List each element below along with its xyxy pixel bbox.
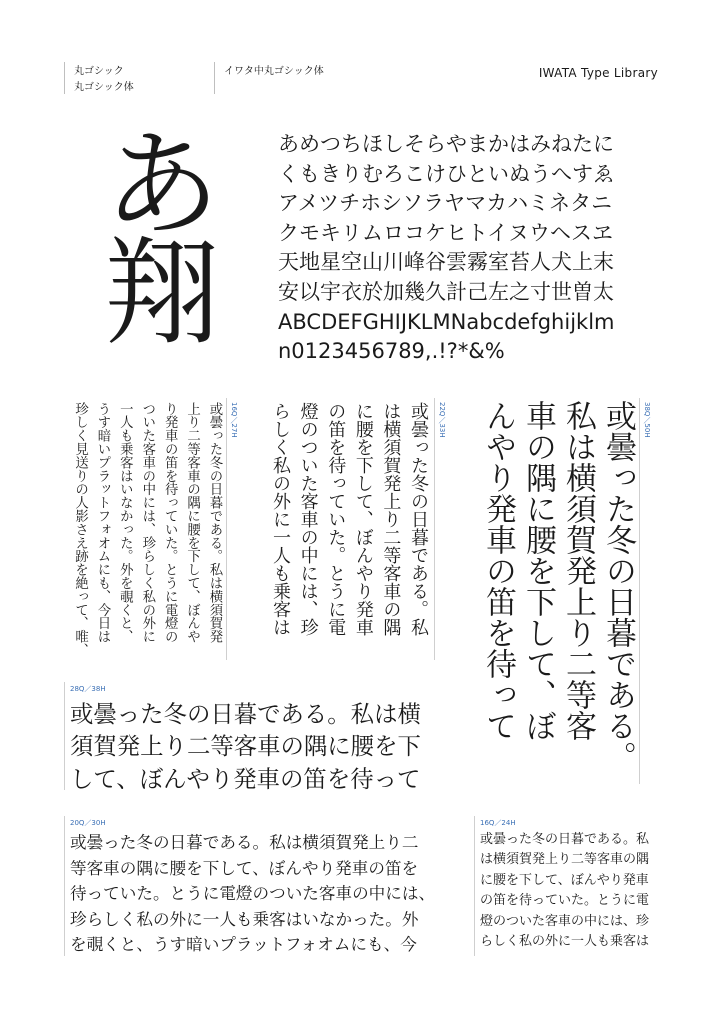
sample-16q-v-col: 一人も乗客はいなかった。外を覗くと、	[117, 402, 133, 644]
category-line-1: 丸ゴシック	[74, 66, 124, 77]
header-divider-middle	[214, 62, 215, 94]
sample-16q-h-line: 燈のついた客車の中には、珍	[480, 913, 650, 929]
specimen-line: くもきりむろこけひといぬうへすゑ	[278, 161, 614, 186]
sample-22q-rule	[434, 398, 435, 660]
brand-label: IWATA Type Library	[538, 66, 658, 80]
sample-28q-rule	[64, 682, 65, 790]
sample-22q-col: らしく私の外に一人も乗客は	[270, 402, 292, 636]
sample-16q-v-label: 16Q／27H	[230, 402, 238, 438]
showcase-glyph-kana: あ	[104, 118, 220, 253]
specimen-line: n0123456789,.!?*&%	[278, 339, 505, 364]
sample-22q-col: 燈のついた客車の中には、珍	[297, 402, 319, 636]
sample-22q-col: に腰を下して、ぼんやり発車	[352, 402, 374, 636]
sample-20q-text	[70, 830, 440, 958]
sample-38q-col: 私は横須賀発上り二等客	[560, 400, 596, 741]
category-line-2: 丸ゴシック体	[74, 82, 134, 93]
sample-20q-line: を覗くと、うす暗いプラットフォオムにも、今	[70, 935, 417, 955]
sample-16q-h-line: に腰を下して、ぼんやり発車	[480, 872, 649, 888]
sample-22q-col: の笛を待っていた。とうに電	[325, 402, 347, 636]
sample-16q-h-text	[480, 830, 660, 952]
sample-20q-label: 20Q／30H	[70, 819, 106, 827]
sample-38q-label: 38Q／50H	[643, 402, 651, 438]
sample-16q-h-line: 或曇った冬の日暮である。私	[480, 832, 650, 847]
sample-28q-label: 28Q／38H	[70, 685, 106, 693]
font-name: イワタ中丸ゴシック体	[224, 66, 324, 77]
sample-20q-line: 待っていた。とうに電燈のついた客車の中には、	[70, 884, 436, 904]
sample-28q-text	[70, 698, 438, 795]
sample-22q-col: 或曇った冬の日暮である。私	[408, 402, 429, 636]
sample-22q-col: は横須賀発上り二等客車の隅	[380, 402, 402, 636]
sample-20q-rule	[64, 816, 65, 956]
sample-22q-text	[264, 402, 432, 658]
specimen-line: 安以宇衣於加幾久計己左之寸世曽太	[278, 279, 614, 304]
showcase-glyph-kanji: 翔	[104, 226, 220, 361]
sample-38q-col: んやり発車の笛を待って	[480, 400, 516, 741]
sample-16q-v-col: 上り二等客車の隅に腰を下して、ぼんや	[184, 402, 200, 644]
sample-16q-h-line: らしく私の外に一人も乗客は	[480, 934, 650, 950]
sample-16q-v-col: り発車の笛を待っていた。とうに電燈の	[162, 402, 178, 644]
sample-28q-line: して、ぼんやり発車の笛を待って	[70, 764, 421, 793]
sample-38q-text	[478, 400, 638, 782]
specimen-line: あめつちほしそらやまかはみねたに	[278, 132, 614, 156]
sample-16q-h-label: 16Q／24H	[480, 819, 516, 827]
sample-16q-v-col: うす暗いプラットフォオムにも、今日は	[94, 402, 110, 644]
specimen-line: ABCDEFGHIJKLMNabcdefghijklm	[278, 309, 615, 334]
sample-16q-h-line: は横須賀発上り二等客車の隅	[480, 852, 650, 868]
sample-20q-line: 或曇った冬の日暮である。私は横須賀発上り二	[70, 833, 419, 852]
sample-16q-v-col: ついた客車の中には、珍らしく私の外に	[139, 402, 155, 644]
sample-16q-h-rule	[474, 816, 475, 956]
sample-38q-rule	[639, 398, 640, 784]
sample-16q-v-col: 或曇った冬の日暮である。私は横須賀発	[207, 402, 222, 644]
sample-28q-line: 或曇った冬の日暮である。私は横	[70, 700, 421, 728]
sample-20q-line: 等客車の隅に腰を下して、ぼんやり発車の笛を	[70, 858, 419, 878]
header-divider-left	[64, 62, 65, 94]
specimen-line: 天地星空山川峰谷雲霧室苔人犬上末	[278, 250, 614, 275]
sample-16q-h-line: の笛を待っていた。とうに電	[480, 893, 650, 909]
sample-38q-col: 或曇った冬の日暮である。	[600, 400, 636, 772]
specimen-line: クモキリムロコケヒトイヌウヘスヱ	[278, 220, 613, 245]
sample-22q-label: 22Q／33H	[438, 402, 446, 438]
sample-16q-v-rule	[226, 398, 227, 660]
specimen-line: アメツチホシソラヤマカハミネタニ	[278, 191, 613, 216]
sample-28q-line: 須賀発上り二等客車の隅に腰を下	[70, 732, 421, 761]
sample-20q-line: 珍らしく私の外に一人も乗客はいなかった。外	[70, 909, 419, 929]
sample-16q-v-col: 珍しく見送りの人影さえ跡を絶って、唯、	[72, 402, 88, 657]
character-specimen	[278, 130, 668, 367]
sample-38q-col: 車の隅に腰を下して、ぼ	[520, 400, 556, 741]
category-label	[74, 64, 134, 96]
sample-16q-v-text	[66, 402, 225, 658]
